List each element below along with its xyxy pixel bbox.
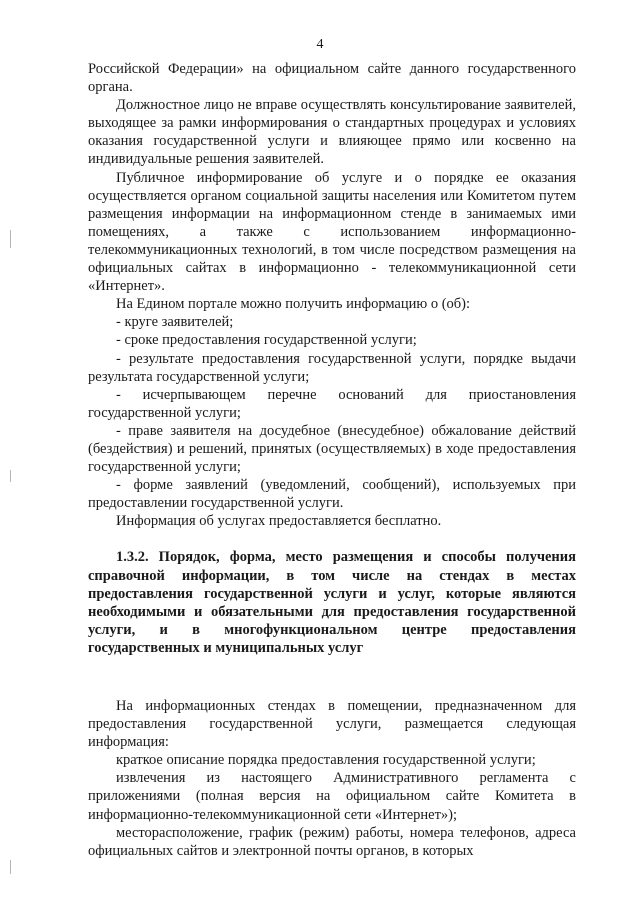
list-item: - форме заявлений (уведомлений, сообщений), используемых при предоставлении государственной услуги.: [88, 477, 576, 512]
spacer: [88, 530, 576, 548]
top-paragraphs: [88, 60, 576, 530]
spacer: [88, 657, 576, 697]
list-item: - праве заявителя на досудебное (внесудебное) обжалование действий (бездействия) и решений, принятых (осуществляемых) в ходе предоставления государственной услуги;: [88, 422, 576, 476]
bottom-paragraphs: [88, 697, 576, 860]
paragraph: На информационных стендах в помещении, предназначенном для предоставления государственной услуги, размещается следующая информация:: [88, 698, 576, 751]
scan-margin-mark: [10, 860, 11, 874]
scan-margin-mark: [10, 230, 11, 248]
paragraph: Российской Федерации» на официальном сайте данного государственного органа.: [88, 61, 576, 96]
list-item: - сроке предоставления государственной услуги;: [116, 332, 417, 349]
list-item: - круге заявителей;: [116, 314, 234, 331]
section-heading: 1.3.2. Порядок, форма, место размещения и способы получения справочной информации, в том числе на стендах в местах предоставления государственной услуги и услуг, которые являются необходимыми и обязательными для предоставления государственной услуги, и в многофункциональном центре предоставления государственных и муниципальных услуг: [88, 549, 576, 656]
scan-margin-mark: [10, 470, 11, 482]
list-item: месторасположение, график (режим) работы, номера телефонов, адреса официальных сайтов и электронной почты органов, в которых: [88, 824, 576, 859]
paragraph: Информация об услугах предоставляется бесплатно.: [116, 513, 442, 530]
paragraph: Публичное информирование об услуге и о порядке ее оказания осуществляется органом социальной защиты населения или Комитетом путем размещения информации на информационном стенде в занимаемых ими помещениях, а также с использованием информационно-телекоммуникационных технологий, в том числе посредством размещения на официальных сайтах в информационно - телекоммуникационной сети «Интернет».: [88, 169, 576, 295]
paragraph: На Едином портале можно получить информацию о (об):: [116, 296, 471, 313]
list-item: - результате предоставления государственной услуги, порядке выдачи результата государственной услуги;: [88, 350, 576, 385]
list-item: - исчерпывающем перечне оснований для приостановления государственной услуги;: [88, 386, 576, 421]
document-body: [88, 60, 576, 860]
list-item: краткое описание порядка предоставления государственной услуги;: [116, 752, 536, 769]
paragraph: Должностное лицо не вправе осуществлять консультирование заявителей, выходящее за рамки информирования о стандартных процедурах и условиях оказания государственной услуги и влияющее прямо или косвенно на индивидуальные решения заявителей.: [88, 97, 576, 168]
page-number: 4: [316, 37, 324, 52]
list-item: извлечения из настоящего Административного регламента с приложениями (полная версия на официальном сайте Комитета в информационно-телекоммуникационной сети «Интернет»);: [88, 770, 576, 823]
